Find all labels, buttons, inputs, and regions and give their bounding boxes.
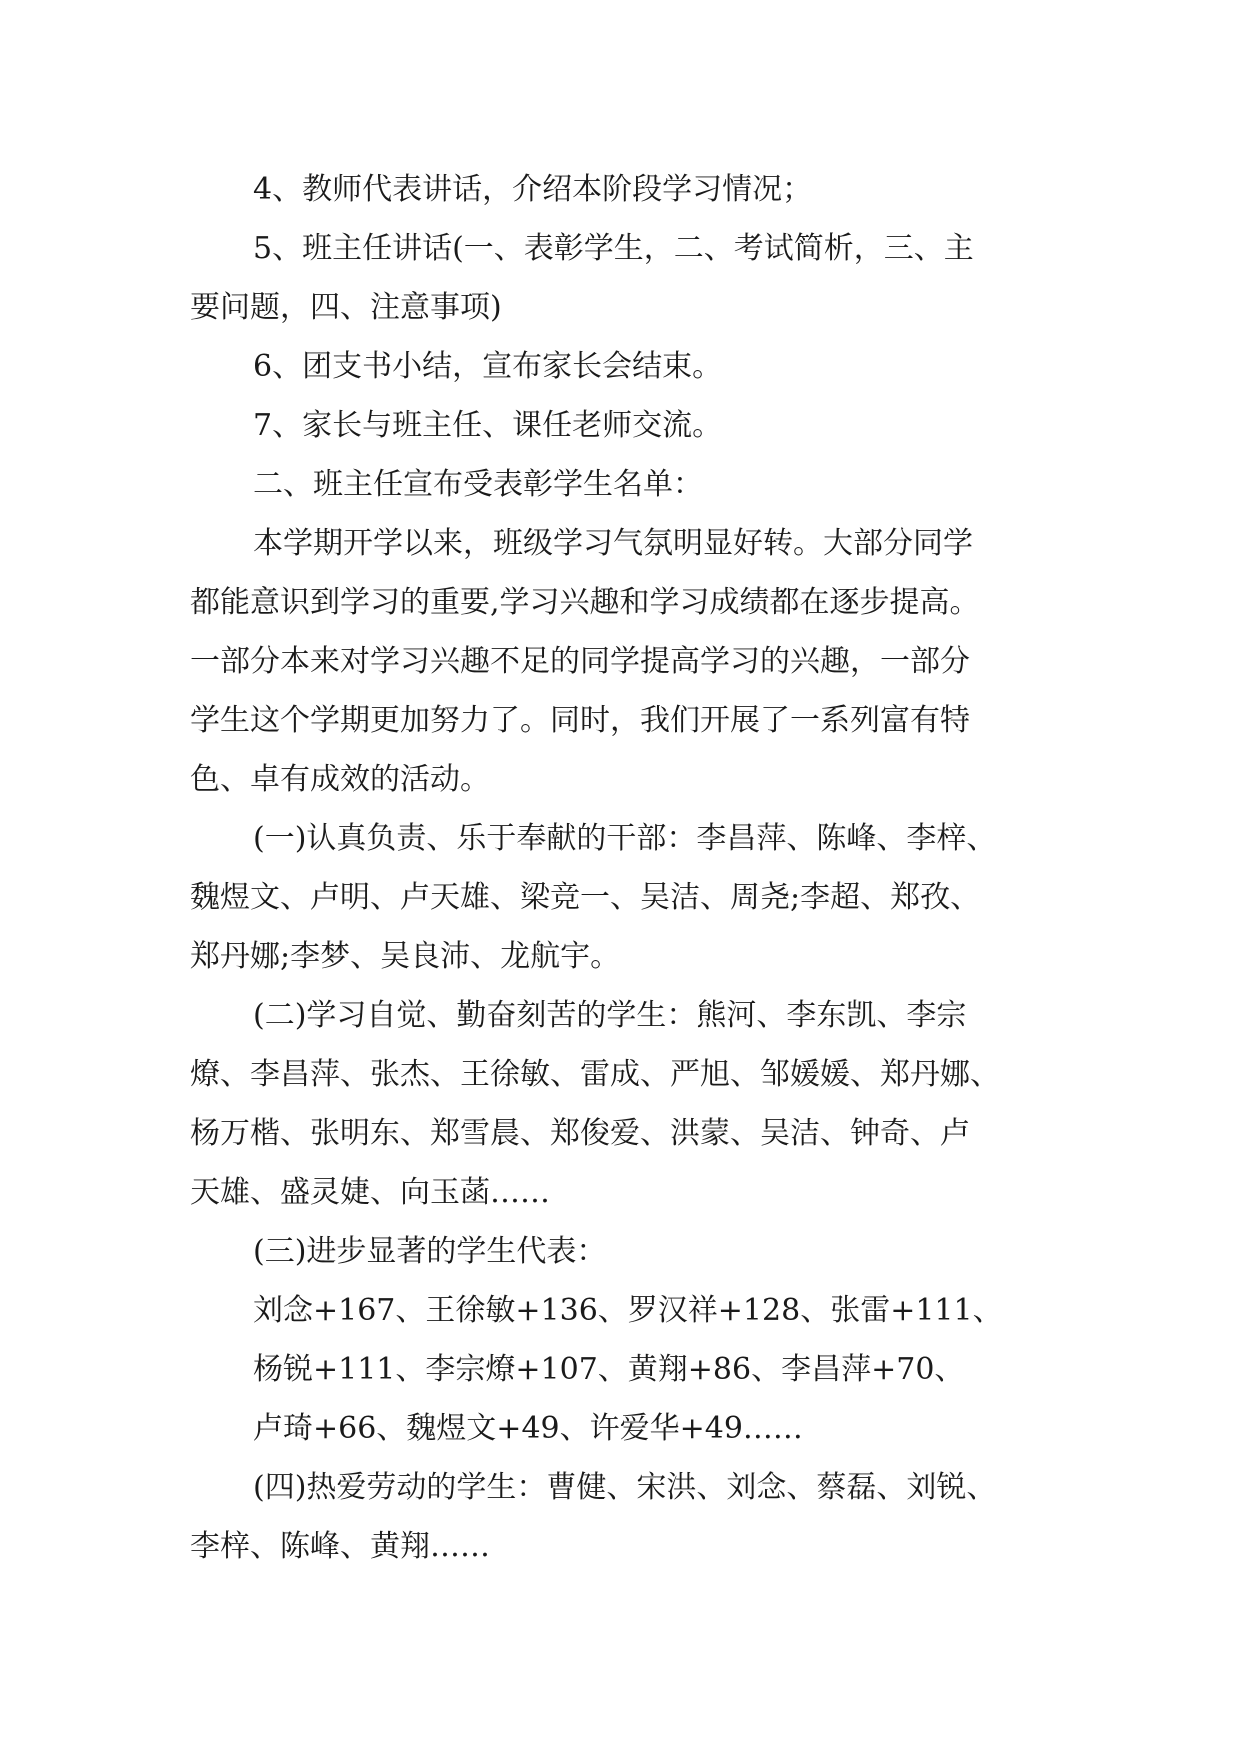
text-line: 色、卓有成效的活动。 xyxy=(190,762,490,797)
text-line: (一)认真负责、乐于奉献的干部：李昌萍、陈峰、李梓、 xyxy=(253,821,997,856)
document-body xyxy=(190,160,1060,1576)
text-line: 5、班主任讲话(一、表彰学生，二、考试简析，三、主 xyxy=(253,231,974,266)
text-line: 本学期开学以来，班级学习气氛明显好转。大部分同学 xyxy=(253,526,973,561)
text-line: 李梓、陈峰、黄翔…… xyxy=(190,1529,490,1564)
text-line: 天雄、盛灵婕、向玉菡…… xyxy=(190,1175,550,1210)
text-line: (四)热爱劳动的学生：曹健、宋洪、刘念、蔡磊、刘锐、 xyxy=(253,1470,997,1505)
text-line: 杨锐+111、李宗燎+107、黄翔+86、李昌萍+70、 xyxy=(253,1352,965,1387)
text-line: 郑丹娜;李梦、吴良沛、龙航宇。 xyxy=(190,939,621,974)
section-heading: 二、班主任宣布受表彰学生名单： xyxy=(253,467,703,502)
text-line: 6、团支书小结，宣布家长会结束。 xyxy=(253,349,723,384)
text-line: 魏煜文、卢明、卢天雄、梁竞一、吴洁、周尧;李超、郑孜、 xyxy=(190,880,981,915)
text-line: 7、家长与班主任、课任老师交流。 xyxy=(253,408,723,443)
text-line: 刘念+167、王徐敏+136、罗汉祥+128、张雷+111、 xyxy=(253,1293,1003,1328)
text-line: 要问题，四、注意事项) xyxy=(190,290,502,325)
text-line: 都能意识到学习的重要,学习兴趣和学习成绩都在逐步提高。 xyxy=(190,585,980,620)
text-line: 燎、李昌萍、张杰、王徐敏、雷成、严旭、邹媛媛、郑丹娜、 xyxy=(190,1057,1000,1092)
text-line: (三)进步显著的学生代表： xyxy=(253,1234,607,1269)
text-line: (二)学习自觉、勤奋刻苦的学生：熊河、李东凯、李宗 xyxy=(253,998,967,1033)
text-line: 4、教师代表讲话，介绍本阶段学习情况； xyxy=(253,172,813,207)
text-line: 一部分本来对学习兴趣不足的同学提高学习的兴趣，一部分 xyxy=(190,644,970,679)
text-line: 卢琦+66、魏煜文+49、许爱华+49…… xyxy=(253,1411,803,1446)
text-line: 杨万楷、张明东、郑雪晨、郑俊爱、洪蒙、吴洁、钟奇、卢 xyxy=(190,1116,970,1151)
text-line: 学生这个学期更加努力了。同时，我们开展了一系列富有特 xyxy=(190,703,970,738)
